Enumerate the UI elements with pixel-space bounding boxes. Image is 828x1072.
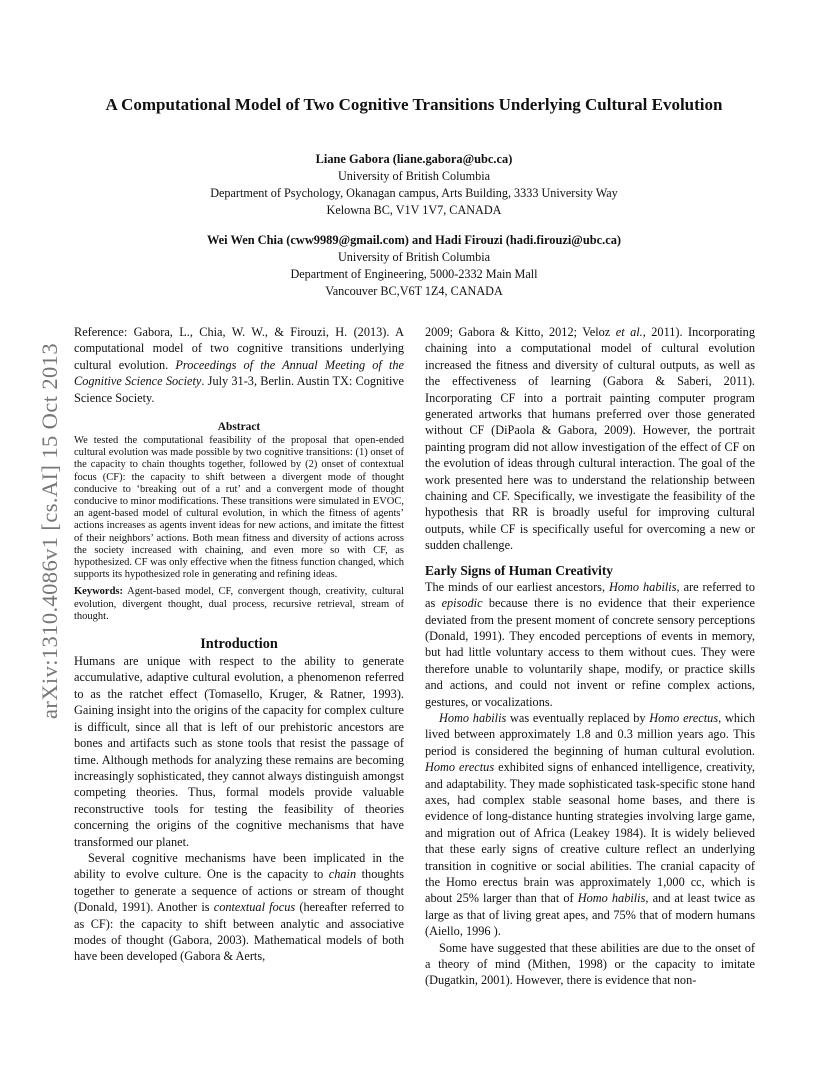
paragraph: 2009; Gabora & Kitto, 2012; Veloz et al., 2011). Incorporating chaining into a computational model of cultural evolution increased the fitness and diversity of cultural outputs, as well as the effectiveness of learning (Gabora & Saberi, 2011). Incorporating CF into a portrait painting computer program generated artworks that humans preferred over those generated without CF (DiPaola & Gabora, 2009). However, the portrait painting program did not allow investigation of the effect of CF on the evolution of ideas through cultural interaction. The goal of the work presented here was to understand the relationship between chaining and CF. Specifically, we investigate the feasibility of the hypothesis that RR is broadly useful for improving cultural outputs, while CF is specifically useful for overcoming a new or sudden challenge. bbox=[425, 325, 755, 553]
section-heading-introduction: Introduction bbox=[200, 636, 278, 653]
citation-reference bbox=[74, 324, 404, 406]
author-address: Vancouver BC,V6T 1Z4, CANADA bbox=[325, 284, 503, 298]
author-block-2 bbox=[100, 232, 728, 300]
paragraph: Several cognitive mechanisms have been implicated in the ability to evolve culture. One is the capacity to chain thoughts together to generate a sequence of actions or stream of thought (Donald, 1991). Another is contextual focus (hereafter referred to as CF): the capacity to shift between analytic and associative modes of thought (Gabora, 2003). Mathematical models of both have been developed (Gabora & Aerts, bbox=[74, 850, 405, 964]
abstract-text: We tested the computational feasibility of the proposal that open-ended cultural evolution was made possible by two cognitive transitions: (1) onset of the capacity to chain thoughts together, followed by (2) onset of contextual focus (CF): the capacity to shift between a divergent mode of thought conducive to ‘breaking out of a rut’ and a convergent mode of thought conducive to minor modifications. These transitions were simulated in EVOC, an agent-based model of cultural evolution, in which the fitness of agents’ actions increases as agents invent ideas for new actions, and imitate the fittest of their neighbors’ actions. Both mean fitness and diversity of actions across the society increased with chaining, and even more so with CF, as hypothesized. CF was only effective when the fitness function changed, which supports its hypothesized role in generating and refining ideas. bbox=[74, 435, 404, 581]
paragraph: Some have suggested that these abilities are due to the onset of a theory of mind (Mithen, 1998) or the capacity to imitate (Dugatkin, 2001). However, there is evidence that non- bbox=[425, 940, 755, 988]
author-name: Liane Gabora (liane.gabora@ubc.ca) bbox=[315, 152, 513, 166]
keywords-text: Agent-based model, CF, convergent though, creativity, cultural evolution, divergent thought, dual process, recursive retrieval, stream of thought. bbox=[74, 586, 404, 622]
keywords bbox=[74, 586, 404, 623]
reference-text: Reference: Gabora, L., Chia, W. W., & Firouzi, H. (2013). A computational model of two cognitive transitions underlying cultural evolution. bbox=[74, 325, 404, 372]
author-name: Wei Wen Chia (cww9989@gmail.com) and Hadi Firouzi (hadi.firouzi@ubc.ca) bbox=[206, 233, 622, 247]
paragraph: Homo habilis was eventually replaced by Homo erectus, which lived between approximately 1.8 and 0.3 million years ago. This period is considered the beginning of human cultural evolution. Homo erectus exhibited signs of enhanced intelligence, creativity, and adaptability. They made sophisticated task-specific stone hand axes, had complex stable seasonal home bases, and there is evidence of long-distance hunting strategies involving large game, and migration out of Africa (Leakey 1984). It is widely believed that these early signs of creative culture reflect an underlying transition in cognitive or social abilities. The cranial capacity of the Homo erectus brain was approximately 1,000 cc, which is about 25% larger than that of Homo habilis, and at least twice as large as that of living great apes, and 75% that of modern humans (Aiello, 1996 ). bbox=[425, 710, 755, 939]
author-department: Department of Psychology, Okanagan campus, Arts Building, 3333 University Way bbox=[210, 186, 618, 200]
section-heading-early-signs: Early Signs of Human Creativity bbox=[425, 562, 613, 578]
right-column bbox=[425, 324, 755, 989]
reference-text-end: . July 31-3, Berlin. Austin TX: Cognitive Science Society. bbox=[74, 374, 404, 405]
author-department: Department of Engineering, 5000-2332 Main Mall bbox=[290, 267, 538, 281]
arxiv-stamp-container bbox=[37, 342, 62, 719]
author-affiliation: University of British Columbia bbox=[338, 250, 490, 264]
author-address: Kelowna BC, V1V 1V7, CANADA bbox=[326, 203, 502, 217]
paragraph: Humans are unique with respect to the ability to generate accumulative, adaptive cultural evolution, a phenomenon referred to as the ratchet effect (Tomasello, Kruger, & Ratner, 1993). Gaining insight into the origins of the capacity for complex culture is difficult, since all that is left of our prehistoric ancestors are bones and artifacts such as stone tools that resist the passage of time. Although methods for analyzing these remains are becoming increasingly sophisticated, they cannot always distinguish amongst competing theories. Thus, formal models provide valuable reconstructive tools for testing the feasibility of theories concerning the origins of the cognitive mechanisms that have transformed our planet. bbox=[74, 654, 404, 849]
left-column bbox=[74, 324, 404, 965]
reference-venue: Proceedings of the Annual Meeting of the Cognitive Science Society bbox=[74, 357, 404, 389]
arxiv-stamp: arXiv:1310.4086v1 [cs.AI] 15 Oct 2013 bbox=[37, 342, 62, 719]
abstract-heading: Abstract bbox=[217, 421, 261, 434]
author-block-1 bbox=[100, 151, 728, 219]
keywords-label: Keywords: bbox=[74, 586, 123, 598]
paragraph: The minds of our earliest ancestors, Homo habilis, are referred to as episodic because there is no evidence that their experience deviated from the present moment of concrete sensory perceptions (Donald, 1991). They encoded perceptions of events in memory, but had little voluntary access to them without cues. They were therefore unable to voluntarily shape, modify, or practice skills and actions, and could not invent or refine complex actions, gestures, or vocalizations. bbox=[425, 579, 755, 709]
author-affiliation: University of British Columbia bbox=[338, 169, 490, 183]
paper-title: A Computational Model of Two Cognitive Transitions Underlying Cultural Evolution bbox=[105, 95, 723, 114]
